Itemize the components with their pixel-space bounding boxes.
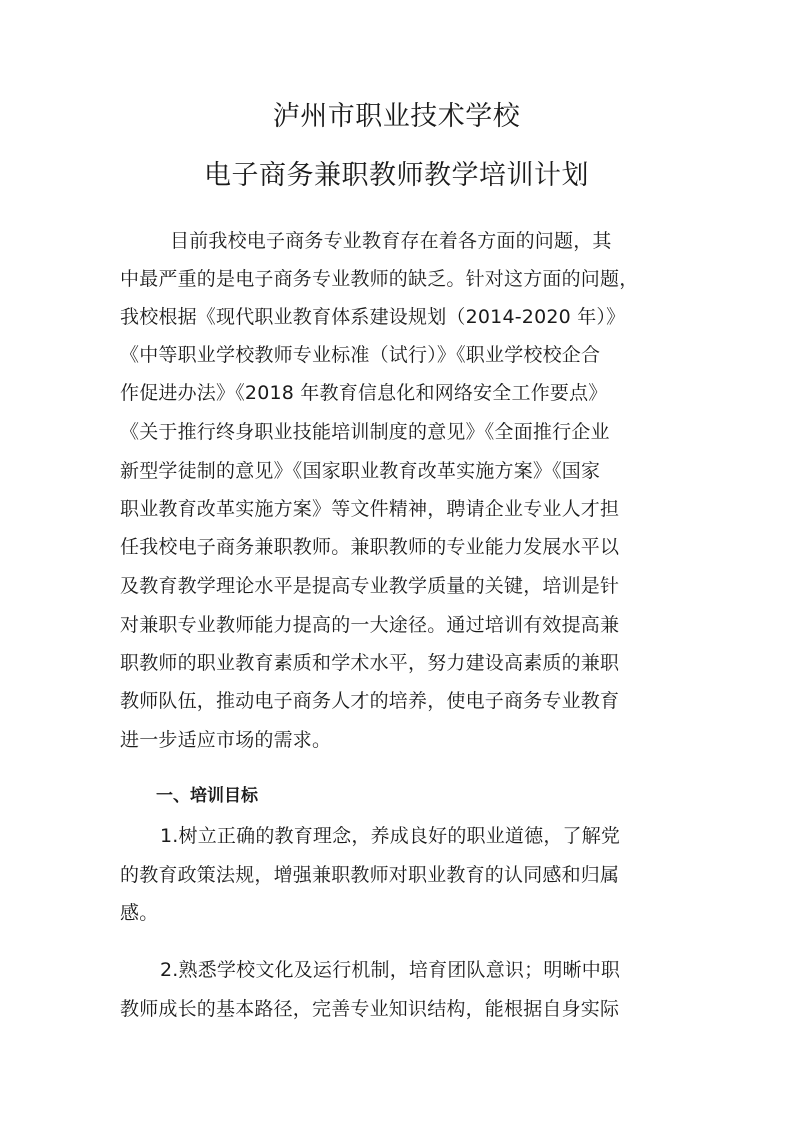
- intro-line: 职教师的职业教育素质和学术水平，努力建设高素质的兼职: [120, 652, 620, 674]
- plan-title: 电子商务兼职教师教学培训计划: [204, 160, 589, 191]
- intro-line: 新型学徒制的意见》《国家职业教育改革实施方案》《国家: [120, 460, 601, 482]
- intro-line: 及教育教学理论水平是提高专业教学质量的关键，培训是针: [120, 575, 620, 597]
- intro-line: 《关于推行终身职业技能培训制度的意见》《全面推行企业: [120, 421, 610, 443]
- intro-line: 我校根据《现代职业教育体系建设规划（2014-2020 年）》: [120, 306, 626, 328]
- intro-line: 作促进办法》《2018 年教育信息化和网络安全工作要点》: [120, 382, 608, 404]
- intro-line: 职业教育改革实施方案》等文件精神，聘请企业专业人才担: [120, 498, 620, 520]
- goal-1-line: 的教育政策法规，增强兼职教师对职业教育的认同感和归属: [120, 864, 620, 886]
- goal-2-line: 2.熟悉学校文化及运行机制，培育团队意识；明晰中职: [160, 959, 621, 981]
- intro-line: 任我校电子商务兼职教师。兼职教师的专业能力发展水平以: [120, 536, 620, 558]
- intro-line: 进一步适应市场的需求。: [120, 729, 332, 751]
- school-name-title: 泸州市职业技术学校: [272, 101, 521, 132]
- goal-1-line: 1.树立正确的教育理念，养成良好的职业道德，了解党: [160, 825, 621, 847]
- intro-line: 教师队伍，推动电子商务人才的培养，使电子商务专业教育: [120, 690, 620, 712]
- intro-line: 对兼职专业教师能力提高的一大途径。通过培训有效提高兼: [120, 614, 620, 636]
- goal-1-line: 感。: [120, 902, 159, 924]
- intro-line: 目前我校电子商务专业教育存在着各方面的问题，其: [170, 230, 612, 252]
- goal-2-line: 教师成长的基本路径，完善专业知识结构，能根据自身实际: [120, 998, 620, 1020]
- section-heading-training-goals: 一、培训目标: [156, 786, 258, 806]
- intro-line: 《中等职业学校教师专业标准（试行）》《职业学校校企合: [120, 344, 601, 366]
- intro-line: 中最严重的是电子商务专业教师的缺乏。针对这方面的问题，: [120, 268, 639, 290]
